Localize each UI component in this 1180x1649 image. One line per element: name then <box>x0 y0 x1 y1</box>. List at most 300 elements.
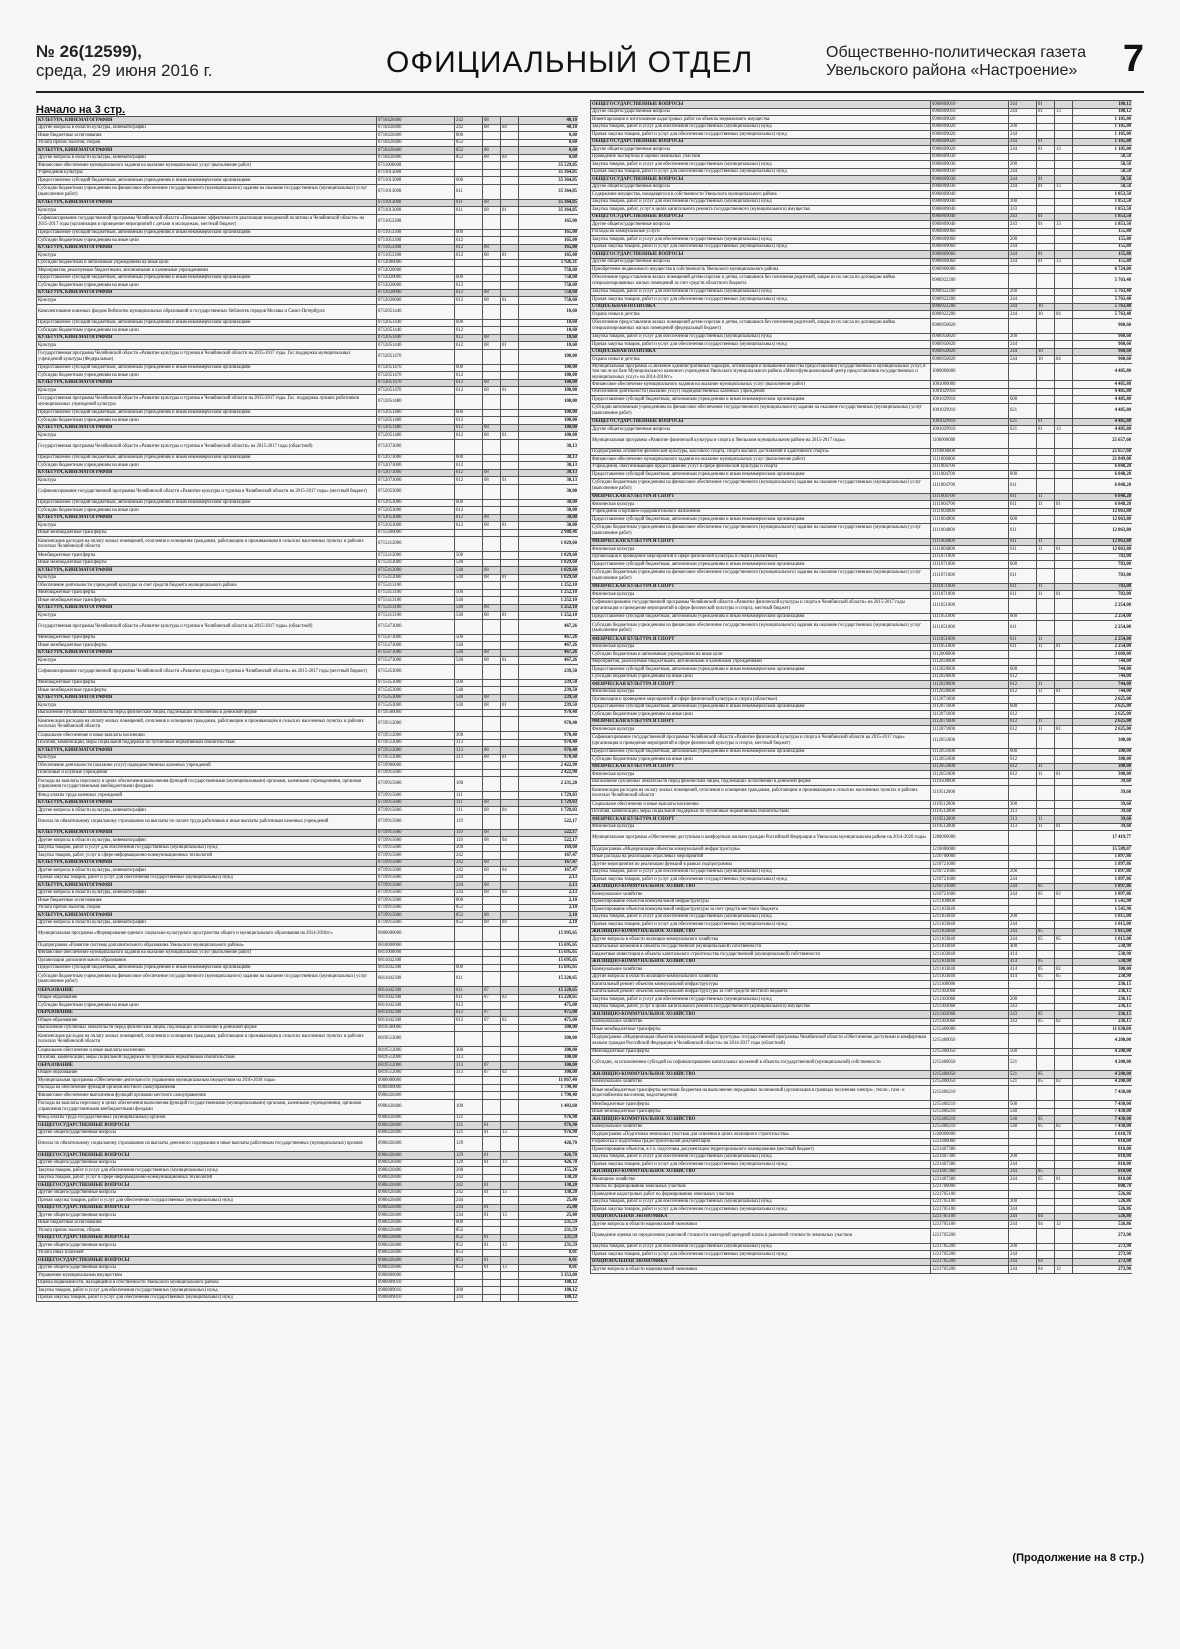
table-row <box>37 867 579 875</box>
row-code: 0900809020 <box>931 146 1009 154</box>
row-section: 01 <box>1037 108 1055 116</box>
row-expense-type: 111 <box>455 799 483 807</box>
row-subsection <box>501 597 519 605</box>
row-code: 1211303060 <box>931 996 1009 1004</box>
row-code: 0712051470 <box>377 372 455 380</box>
row-section <box>1037 463 1055 471</box>
row-subsection <box>501 229 519 237</box>
row-section <box>1037 266 1055 274</box>
row-name: КУЛЬТУРА, КИНЕМАТОГРАФИЯ <box>37 117 377 125</box>
row-code: 0819500000 <box>377 1024 455 1032</box>
row-expense-type: 612 <box>455 237 483 245</box>
row-amount: 25 657,60 <box>1073 433 1133 448</box>
row-code: 0900950820 <box>931 341 1009 349</box>
row-subsection: 04 <box>1055 356 1073 364</box>
row-amount: 783,00 <box>1073 561 1133 569</box>
row-amount: 530,90 <box>1073 943 1133 951</box>
row-amount: 39,60 <box>1073 816 1133 824</box>
row-expense-type: 611 <box>1009 568 1037 583</box>
table-row <box>37 964 579 972</box>
row-section <box>1037 1146 1055 1154</box>
row-section: 01 <box>1037 426 1055 434</box>
row-expense-type <box>1009 733 1037 748</box>
row-expense-type <box>455 484 483 499</box>
row-amount: 300,00 <box>1073 763 1133 771</box>
row-code: 0900809040 <box>931 198 1009 206</box>
row-amount: 4 485,80 <box>1073 388 1133 396</box>
row-expense-type: 852 <box>455 139 483 147</box>
row-section <box>1037 341 1055 349</box>
row-subsection <box>501 162 519 170</box>
row-subsection: 01 <box>1055 501 1073 509</box>
row-subsection <box>501 1137 519 1152</box>
row-expense-type: 500 <box>455 634 483 642</box>
row-expense-type: 200 <box>1009 333 1037 341</box>
row-subsection: 01 <box>501 702 519 710</box>
table-row <box>591 696 1133 704</box>
row-amount: 2 625,00 <box>1073 711 1133 719</box>
row-expense-type: 244 <box>1009 138 1037 146</box>
table-row <box>37 124 579 132</box>
row-name: Субсидии бюджетным учреждениям на иные цели <box>37 282 377 290</box>
row-subsection <box>1055 516 1073 524</box>
row-name: Предоставление субсидий бюджетным, автономным учреждениям и иным некоммерческим организациям <box>37 964 377 972</box>
table-row <box>591 853 1133 861</box>
table-row <box>37 1129 579 1137</box>
row-code: 0715473000 <box>377 649 455 657</box>
row-code: 1221705100 <box>931 1221 1009 1229</box>
row-name: Иные межбюджетные трансферты местным бюджетам на выполнение переданных полномочий (организация в границах поселения электро-, тепло-, газо- и водоснабжения населения, водоотведения) <box>591 1086 931 1101</box>
row-name: Обеспечение деятельности (оказание услуг) подведомственных казенных учреждений <box>37 762 377 770</box>
row-name: Финансовое обеспечение выполнения функций органами местного самоуправления <box>37 1092 377 1100</box>
row-section: 04 <box>1037 1221 1055 1229</box>
row-expense-type: 612 <box>455 342 483 350</box>
row-code: 1111051000 <box>931 613 1009 621</box>
row-code: 1211103040 <box>931 943 1009 951</box>
row-amount: 180,12 <box>1073 101 1133 109</box>
row-subsection <box>501 1002 519 1010</box>
row-expense-type: 313 <box>455 747 483 755</box>
row-subsection <box>501 469 519 477</box>
row-code: 0900809040 <box>931 213 1009 221</box>
row-name: Социальное обеспечение и иные выплаты населению <box>591 801 931 809</box>
row-expense-type: 242 <box>455 1174 483 1182</box>
row-amount: 2 625,00 <box>1073 703 1133 711</box>
row-code: 0711000000 <box>377 162 455 170</box>
row-amount: 11 867,40 <box>519 1077 579 1085</box>
row-amount: 100,00 <box>519 364 579 372</box>
row-name: Закупка товаров, работ, услуг в целях капитального ремонта государственного (муниципального) имущества <box>591 1003 931 1011</box>
row-name: Социальное обеспечение и иные выплаты населению <box>37 1047 377 1055</box>
row-code: 1215400050 <box>931 1048 1009 1056</box>
row-amount: 4 485,80 <box>1073 381 1133 389</box>
table-row <box>37 244 579 252</box>
row-section: 10 <box>1037 311 1055 319</box>
row-subsection <box>1055 1153 1073 1161</box>
row-subsection <box>501 874 519 882</box>
table-row <box>37 1174 579 1182</box>
row-code: 1112020000 <box>931 673 1009 681</box>
row-amount: 970,40 <box>519 747 579 755</box>
row-code: 0811042300 <box>377 964 455 972</box>
row-amount: 167,47 <box>519 852 579 860</box>
row-code: 0715413100 <box>377 582 455 590</box>
row-amount: 6 724,00 <box>1073 266 1133 274</box>
row-section: 11 <box>1037 538 1055 546</box>
row-section <box>1037 621 1055 636</box>
row-subsection <box>1055 906 1073 914</box>
row-name: Субсидии бюджетным учреждениям на иные цели <box>37 462 377 470</box>
row-amount: 4 485,80 <box>1073 403 1133 418</box>
row-code: 1221700000 <box>931 1183 1009 1191</box>
table-row <box>591 958 1133 966</box>
row-name: Другие общегосударственные вопросы <box>37 1129 377 1137</box>
row-expense-type: 244 <box>1009 341 1037 349</box>
row-section <box>483 664 501 679</box>
row-amount: 426,70 <box>519 1159 579 1167</box>
row-name: Физическая культура <box>591 823 931 831</box>
row-code: 0712000000 <box>377 259 455 267</box>
row-amount: 300,00 <box>1073 733 1133 748</box>
row-section: 07 <box>483 1017 501 1025</box>
row-name: НАЦИОНАЛЬНАЯ ЭКОНОМИКА <box>591 1258 931 1266</box>
row-code: 0719915600 <box>377 867 455 875</box>
row-name: СОЦИАЛЬНАЯ ПОЛИТИКА <box>591 348 931 356</box>
row-subsection <box>501 514 519 522</box>
row-code: 0900420400 <box>377 1197 455 1205</box>
table-row <box>37 1099 579 1114</box>
row-expense-type: 500 <box>455 679 483 687</box>
row-expense-type: 852 <box>455 1242 483 1250</box>
row-subsection <box>1055 101 1073 109</box>
table-row <box>37 1287 579 1295</box>
row-code: 0900809010 <box>377 1287 455 1295</box>
row-subsection <box>1055 1056 1073 1071</box>
row-expense-type: 244 <box>1009 1258 1037 1266</box>
row-name: КУЛЬТУРА, КИНЕМАТОГРАФИЯ <box>37 289 377 297</box>
row-code: 0711053300 <box>377 237 455 245</box>
row-expense-type: 414 <box>1009 951 1037 959</box>
table-row <box>37 454 579 462</box>
row-name: Предоставление субсидий бюджетным, автономным учреждениям и иным некоммерческим организациям <box>37 454 377 462</box>
row-section <box>1037 228 1055 236</box>
table-row <box>37 1272 579 1280</box>
row-subsection <box>501 439 519 454</box>
row-name: НАЦИОНАЛЬНАЯ ЭКОНОМИКА <box>591 1213 931 1221</box>
row-amount: 300,00 <box>1073 771 1133 779</box>
row-amount: 5 763,40 <box>1073 311 1133 319</box>
row-subsection <box>1055 786 1073 801</box>
row-section: 01 <box>1037 183 1055 191</box>
row-name: Муниципальная программа «Формирование единого социально-культурного пространства общего и муниципального образования на 2014-2018гг» <box>37 927 377 942</box>
row-subsection: 01 <box>501 574 519 582</box>
row-expense-type <box>455 349 483 364</box>
row-name: Иные межбюджетные трансферты <box>37 597 377 605</box>
row-expense-type: 612 <box>455 244 483 252</box>
row-code: 0900809060 <box>931 243 1009 251</box>
row-subsection <box>1055 568 1073 583</box>
table-row <box>591 356 1133 364</box>
row-amount: 7 430,00 <box>1073 1101 1133 1109</box>
table-row <box>591 1228 1133 1243</box>
row-section: 05 <box>1037 891 1055 899</box>
row-expense-type: 612 <box>455 252 483 260</box>
row-amount: 1 252,10 <box>519 612 579 620</box>
row-amount: 467,26 <box>519 649 579 657</box>
row-amount: 35 364,85 <box>519 169 579 177</box>
row-name: ФИЗИЧЕСКАЯ КУЛЬТУРА И СПОРТ <box>591 583 931 591</box>
row-subsection <box>501 132 519 140</box>
table-row <box>591 1116 1133 1124</box>
row-code: 0900420400 <box>377 1174 455 1182</box>
row-amount: 300,00 <box>519 1069 579 1077</box>
row-code: 0719915600 <box>377 874 455 882</box>
row-name: КУЛЬТУРА, КИНЕМАТОГРАФИЯ <box>37 604 377 612</box>
table-row <box>37 717 579 732</box>
row-code: 0900950820 <box>931 318 1009 333</box>
row-code: 0900809060 <box>931 236 1009 244</box>
row-amount: 810,00 <box>1073 1146 1133 1154</box>
row-subsection: 13 <box>1055 221 1073 229</box>
row-expense-type: 243 <box>1009 1011 1037 1019</box>
row-code: 0900809040 <box>931 191 1009 199</box>
row-expense-type: 244 <box>1009 356 1037 364</box>
row-name: Закупка товаров, работ и услуг для обеспечения государственных (муниципальных) нужд <box>591 288 931 296</box>
row-name: Муниципальная программа «Обеспечение деятельности управления муниципальным имуществом на 2016-2018 годы» <box>37 1077 377 1085</box>
row-subsection <box>1055 1011 1073 1019</box>
row-expense-type: 244 <box>455 1197 483 1205</box>
row-subsection <box>501 424 519 432</box>
row-expense-type: 600 <box>455 964 483 972</box>
row-amount: 4 485,80 <box>1073 363 1133 381</box>
row-expense-type: 244 <box>1009 936 1037 944</box>
table-row <box>591 1101 1133 1109</box>
row-code: 0715412000 <box>377 559 455 567</box>
row-subsection: 13 <box>1055 426 1073 434</box>
row-code: 1112071000 <box>931 703 1009 711</box>
row-section: 01 <box>1037 101 1055 109</box>
table-row <box>37 1257 579 1265</box>
row-section <box>1037 168 1055 176</box>
row-amount: 522,17 <box>519 814 579 829</box>
row-name: Межбюджетные трансферты <box>591 1048 931 1056</box>
row-subsection <box>501 769 519 777</box>
row-amount: 810,00 <box>1073 1161 1133 1169</box>
row-name: Иные межбюджетные трансферты <box>591 1026 931 1034</box>
row-name: Общее образование <box>37 1069 377 1077</box>
row-expense-type <box>455 942 483 950</box>
row-section <box>483 679 501 687</box>
row-code: 1111071000 <box>931 561 1009 569</box>
row-expense-type: 612 <box>455 424 483 432</box>
row-name: ОБРАЗОВАНИЕ <box>37 1062 377 1070</box>
table-row <box>591 198 1133 206</box>
row-subsection <box>1055 763 1073 771</box>
row-section: 10 <box>1037 356 1055 364</box>
row-expense-type: 313 <box>455 1054 483 1062</box>
row-subsection <box>501 139 519 147</box>
row-subsection <box>501 237 519 245</box>
table-row <box>37 1242 579 1250</box>
row-expense-type <box>1009 116 1037 124</box>
table-row <box>37 499 579 507</box>
row-name: Капитальный ремонт объектов коммунальной инфраструктуры за счет средств местного бюджета <box>591 988 931 996</box>
table-row <box>591 613 1133 621</box>
row-name: Подпрограмма «Развитие физической культуры, массового спорта, спорта высших достижений и адаптивного спорта» <box>591 448 931 456</box>
table-row <box>591 381 1133 389</box>
row-amount: 2,13 <box>519 889 579 897</box>
row-code: 0712051470 <box>377 364 455 372</box>
row-name: ОБРАЗОВАНИЕ <box>37 1009 377 1017</box>
row-section <box>483 372 501 380</box>
row-amount: 15 695,65 <box>519 949 579 957</box>
table-row <box>37 1137 579 1152</box>
row-amount: 239,50 <box>519 687 579 695</box>
row-expense-type: 800 <box>455 1219 483 1227</box>
table-row <box>591 191 1133 199</box>
row-code: 0712051480 <box>377 394 455 409</box>
row-subsection <box>1055 318 1073 333</box>
row-subsection <box>501 417 519 425</box>
row-subsection: 13 <box>501 1264 519 1272</box>
table-row <box>591 1266 1133 1274</box>
row-name: КУЛЬТУРА, КИНЕМАТОГРАФИЯ <box>37 567 377 575</box>
row-name: Другие общегосударственные вопросы <box>37 1189 377 1197</box>
row-section <box>483 1272 501 1280</box>
row-section <box>1037 1153 1055 1161</box>
row-section: 04 <box>1037 1213 1055 1221</box>
table-row <box>591 1138 1133 1146</box>
row-code: 1211103040 <box>931 958 1009 966</box>
row-subsection <box>501 289 519 297</box>
row-amount: 0,60 <box>519 139 579 147</box>
row-amount: 6 848,20 <box>1073 478 1133 493</box>
row-amount: 239,50 <box>519 694 579 702</box>
row-section <box>1037 236 1055 244</box>
row-subsection <box>1055 1146 1073 1154</box>
row-subsection <box>501 507 519 515</box>
row-section: 08 <box>483 387 501 395</box>
row-section <box>483 552 501 560</box>
row-section <box>483 1174 501 1182</box>
row-amount: 1 729,03 <box>519 807 579 815</box>
row-amount: 11 630,00 <box>1073 1026 1133 1034</box>
row-subsection <box>501 552 519 560</box>
row-expense-type: 621 <box>1009 403 1037 418</box>
row-code: 0712020000 <box>377 274 455 282</box>
row-code: 1111071000 <box>931 568 1009 583</box>
row-subsection <box>501 1279 519 1287</box>
row-section <box>483 897 501 905</box>
row-expense-type: 313 <box>1009 823 1037 831</box>
row-expense-type: 612 <box>455 514 483 522</box>
row-name: Обеспечение предоставления жилых помещений детям-сиротам и детям, оставшимся без попечения родителей, лицам из их числа по договорам найма специализированных жилых помещений за счет средств областного бюджета <box>591 273 931 288</box>
table-row <box>37 694 579 702</box>
row-section <box>483 304 501 319</box>
row-section <box>483 462 501 470</box>
row-expense-type: 852 <box>455 147 483 155</box>
row-expense-type: 111 <box>455 792 483 800</box>
row-code: 1112071000 <box>931 718 1009 726</box>
table-row <box>37 1062 579 1070</box>
row-name: Расходы на выплаты персоналу в целях обеспечения выполнения функций государственными (муниципальными) органами, казенными учреждениями, органами управления государственными внебюджетными фондами <box>37 777 377 792</box>
row-subsection <box>1055 206 1073 214</box>
row-code: 0712051440 <box>377 319 455 327</box>
row-amount: 10,60 <box>519 319 579 327</box>
row-code: 0712020000 <box>377 267 455 275</box>
row-subsection: 01 <box>1055 546 1073 554</box>
table-row <box>591 823 1133 831</box>
row-subsection <box>1055 333 1073 341</box>
row-code: 0712073000 <box>377 462 455 470</box>
row-code: 0900400000 <box>377 1084 455 1092</box>
row-amount: 783,00 <box>1073 583 1133 591</box>
row-name: Закупка товаров, работ, услуг в целях капитального ремонта государственного (муниципального) имущества <box>591 206 931 214</box>
row-expense-type: 612 <box>455 289 483 297</box>
row-expense-type: 600 <box>1009 666 1037 674</box>
row-name: Другие вопросы в области культуры, кинематографии <box>37 154 377 162</box>
table-row <box>37 1114 579 1122</box>
row-amount: 976,90 <box>519 1122 579 1130</box>
row-subsection <box>1055 1108 1073 1116</box>
row-section <box>1037 198 1055 206</box>
row-subsection <box>1055 153 1073 161</box>
row-amount: 239,50 <box>519 664 579 679</box>
row-section <box>483 1114 501 1122</box>
row-section <box>483 282 501 290</box>
row-amount: 1 853,50 <box>1073 221 1133 229</box>
row-amount: 526,86 <box>1073 1206 1133 1214</box>
row-amount: 25,00 <box>519 1197 579 1205</box>
row-expense-type: 244 <box>1009 303 1037 311</box>
row-subsection <box>1055 598 1073 613</box>
row-amount: 58,58 <box>1073 153 1133 161</box>
table-row <box>591 688 1133 696</box>
row-expense-type: 800 <box>455 132 483 140</box>
row-code: 0900420400 <box>377 1159 455 1167</box>
table-row <box>591 876 1133 884</box>
row-code: 0900950820 <box>931 356 1009 364</box>
row-name: Фонд оплаты труда казенных учреждений <box>37 792 377 800</box>
row-expense-type: 612 <box>1009 673 1037 681</box>
section-title: ОФИЦИАЛЬНЫЙ ОТДЕЛ <box>386 46 754 79</box>
row-code: 1221407300 <box>931 1161 1009 1169</box>
row-code: 1221400000 <box>931 1138 1009 1146</box>
row-section <box>483 1197 501 1205</box>
row-code: 0900420400 <box>377 1204 455 1212</box>
table-row <box>37 1227 579 1235</box>
row-amount: 1 790,40 <box>519 1084 579 1092</box>
row-name: Другие вопросы в области национальной экономики <box>591 1221 931 1229</box>
row-expense-type: 244 <box>1009 1176 1037 1184</box>
row-expense-type: 242 <box>455 117 483 125</box>
row-section <box>483 132 501 140</box>
row-amount: 970,40 <box>519 709 579 717</box>
row-code: 1111004700 <box>931 478 1009 493</box>
row-amount: 1 105,00 <box>1073 123 1133 131</box>
row-subsection <box>501 1032 519 1047</box>
row-subsection <box>1055 681 1073 689</box>
row-subsection: 04 <box>501 867 519 875</box>
row-amount: 273,90 <box>1073 1243 1133 1251</box>
row-amount: 130,20 <box>519 1189 579 1197</box>
table-row <box>591 1026 1133 1034</box>
row-amount: 0,01 <box>519 1257 579 1265</box>
table-row <box>591 311 1133 319</box>
row-code: 0811042300 <box>377 1009 455 1017</box>
table-row <box>591 243 1133 251</box>
row-name: Прочая закупка товаров, работ и услуг для обеспечения государственных (муниципальных) нужд <box>37 1197 377 1205</box>
